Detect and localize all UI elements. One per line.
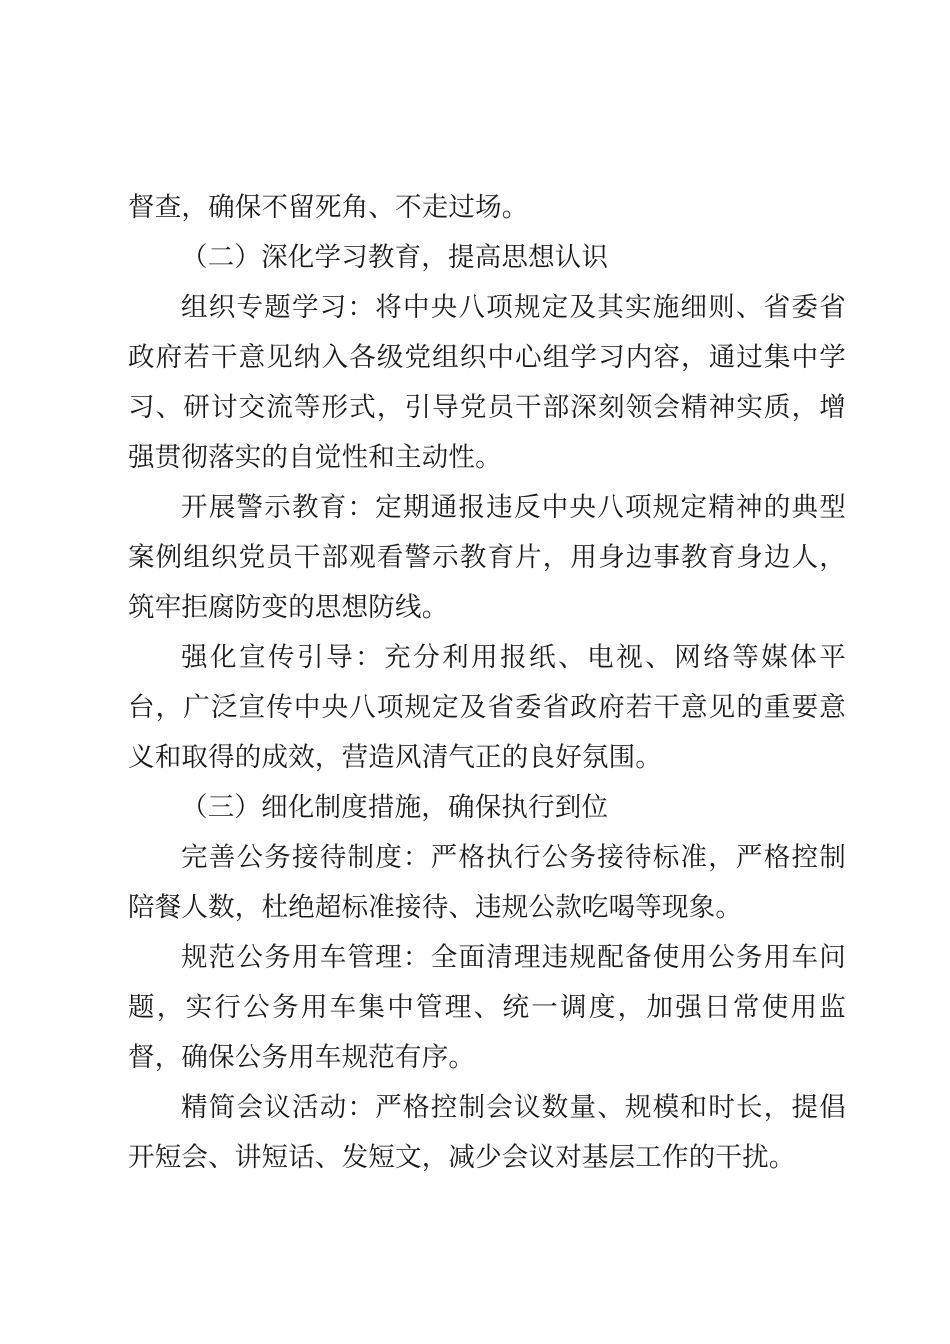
document-page xyxy=(128,183,846,1183)
paragraph-continuation: 督查，确保不留死角、不走过场。 xyxy=(128,192,529,223)
paragraph-warning-education: 开展警示教育：定期通报违反中央八项规定精神的典型案例组织党员干部观看警示教育片，用身边事教育身边人，筑牢拒腐防变的思想防线。 xyxy=(128,492,846,623)
section-heading-2: （二）深化学习教育，提高思想认识 xyxy=(181,242,609,273)
paragraph-study: 组织专题学习：将中央八项规定及其实施细则、省委省政府若干意见纳入各级党组织中心组学习内容，通过集中学习、研讨交流等形式，引导党员干部深刻领会精神实质，增强贯彻落实的自觉性和主动性。 xyxy=(128,292,846,473)
paragraph-meetings: 精简会议活动：严格控制会议数量、规模和时长，提倡开短会、讲短话、发短文，减少会议对基层工作的干扰。 xyxy=(128,1092,846,1173)
paragraph-vehicles: 规范公务用车管理：全面清理违规配备使用公务用车问题，实行公务用车集中管理、统一调度，加强日常使用监督，确保公务用车规范有序。 xyxy=(128,942,846,1073)
paragraph-reception: 完善公务接待制度：严格执行公务接待标准，严格控制陪餐人数，杜绝超标准接待、违规公款吃喝等现象。 xyxy=(128,842,846,923)
paragraph-publicity: 强化宣传引导：充分利用报纸、电视、网络等媒体平台，广泛宣传中央八项规定及省委省政府若干意见的重要意义和取得的成效，营造风清气正的良好氛围。 xyxy=(128,642,846,773)
section-heading-3: （三）细化制度措施，确保执行到位 xyxy=(181,792,609,823)
